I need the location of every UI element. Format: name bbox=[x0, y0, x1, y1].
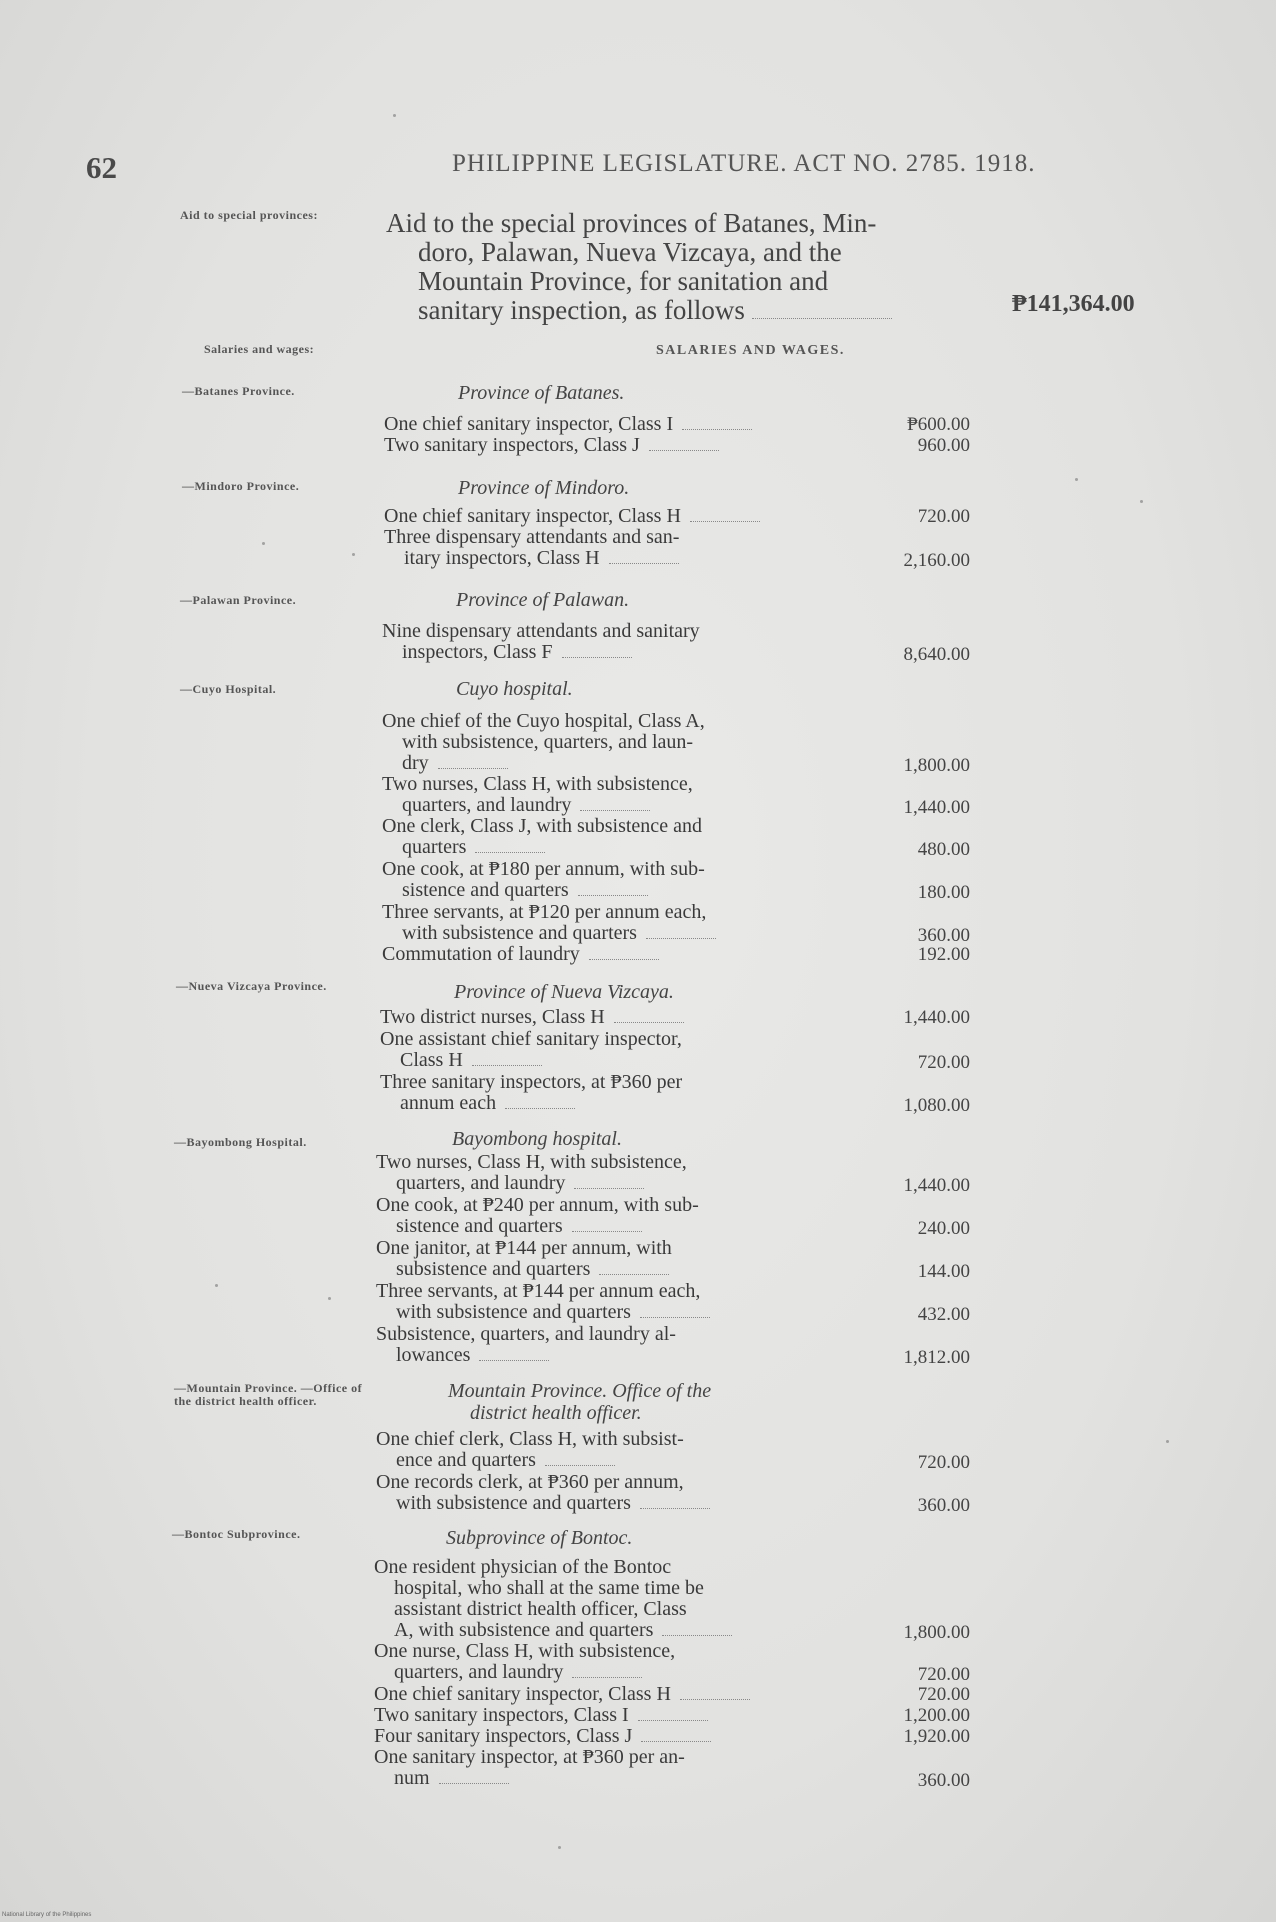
line-item-line: Two sanitary inspectors, Class J bbox=[384, 435, 719, 456]
margin-note-palawan: —Palawan Province. bbox=[180, 593, 297, 607]
line-item-line: One janitor, at ₱144 per annum, with bbox=[376, 1237, 672, 1259]
line-item-amount: 1,440.00 bbox=[903, 1007, 970, 1028]
line-item-text bbox=[382, 902, 716, 944]
line-item-text bbox=[374, 1641, 675, 1683]
line-item-line: One chief sanitary inspector, Class H bbox=[374, 1684, 750, 1705]
line-item-amount: 360.00 bbox=[917, 925, 970, 946]
line-item-line: One chief clerk, Class H, with subsist- bbox=[376, 1428, 684, 1450]
line-item-line: Nine dispensary attendants and sanitary bbox=[382, 620, 700, 642]
line-item-amount: 1,440.00 bbox=[903, 1175, 970, 1196]
line-item-amount: 1,440.00 bbox=[903, 797, 970, 818]
line-item-amount: 180.00 bbox=[917, 882, 970, 903]
line-item-line: sistence and quarters bbox=[376, 1216, 699, 1237]
line-item-text bbox=[376, 1324, 676, 1366]
line-item-amount: ₱600.00 bbox=[907, 414, 970, 435]
line-item-amount: 720.00 bbox=[917, 1052, 970, 1073]
line-item-line: hospital, who shall at the same time be bbox=[394, 1577, 704, 1599]
line-item-line: One sanitary inspector, at ₱360 per an- bbox=[374, 1746, 685, 1768]
line-item-line: One clerk, Class J, with subsistence and bbox=[382, 815, 702, 837]
line-item-amount: 1,800.00 bbox=[903, 1622, 970, 1643]
line-item-line: with subsistence and quarters bbox=[382, 923, 716, 944]
line-item-line: A, with subsistence and quarters bbox=[374, 1620, 732, 1641]
line-item-line: One cook, at ₱240 per annum, with sub- bbox=[376, 1194, 699, 1216]
line-item-text bbox=[376, 1195, 699, 1237]
margin-note-mindoro: —Mindoro Province. bbox=[182, 479, 300, 493]
line-item-line: Three dispensary attendants and san- bbox=[384, 526, 680, 548]
line-item-line: itary inspectors, Class H bbox=[384, 548, 679, 569]
line-item-text bbox=[374, 1684, 750, 1705]
line-item-line: One records clerk, at ₱360 per annum, bbox=[376, 1471, 684, 1493]
line-item-amount: 360.00 bbox=[917, 1770, 970, 1791]
line-item-line: assistant district health officer, Class bbox=[394, 1598, 687, 1620]
line-item-amount: 480.00 bbox=[917, 839, 970, 860]
section-title-palawan: Province of Palawan. bbox=[456, 589, 630, 611]
line-item-line: Four sanitary inspectors, Class J bbox=[374, 1726, 711, 1747]
margin-note-bontoc: —Bontoc Subprovince. bbox=[172, 1527, 301, 1541]
line-item-text bbox=[382, 621, 700, 663]
margin-note-batanes: —Batanes Province. bbox=[182, 384, 295, 398]
intro-line: Aid to the special provinces of Batanes, Min- bbox=[386, 208, 877, 238]
intro-line: doro, Palawan, Nueva Vizcaya, and the bbox=[418, 237, 842, 267]
line-item-line: One assistant chief sanitary inspector, bbox=[380, 1028, 682, 1050]
intro-paragraph bbox=[386, 209, 974, 325]
line-item-amount: 144.00 bbox=[917, 1261, 970, 1282]
line-item-line: Class H bbox=[380, 1050, 682, 1071]
line-item-line: subsistence and quarters bbox=[376, 1259, 672, 1280]
line-item-amount: 720.00 bbox=[917, 1664, 970, 1685]
intro-amount: ₱141,364.00 bbox=[1012, 291, 1135, 317]
line-item-text bbox=[382, 711, 705, 774]
line-item-line: One chief sanitary inspector, Class I bbox=[384, 414, 752, 435]
line-item-line: num bbox=[374, 1768, 685, 1789]
margin-note-mountain: —Mountain Province. —Office of the district health officer. bbox=[174, 1381, 363, 1408]
line-item-line: dry bbox=[382, 753, 705, 774]
line-item-line: One cook, at ₱180 per annum, with sub- bbox=[382, 858, 705, 880]
section-title-bontoc: Subprovince of Bontoc. bbox=[446, 1527, 633, 1549]
page-number: 62 bbox=[86, 150, 117, 185]
margin-note-cuyo: —Cuyo Hospital. bbox=[180, 682, 277, 696]
line-item-line: Three sanitary inspectors, at ₱360 per bbox=[380, 1071, 683, 1093]
margin-note-bayombong: —Bayombong Hospital. bbox=[174, 1135, 307, 1149]
section-title-mountain-2: district health officer. bbox=[470, 1402, 642, 1424]
margin-note-nueva: —Nueva Vizcaya Province. bbox=[176, 979, 327, 993]
line-item-line: lowances bbox=[376, 1345, 676, 1366]
line-item-line: Commutation of laundry bbox=[382, 944, 659, 965]
line-item-amount: 960.00 bbox=[917, 435, 970, 456]
line-item-text bbox=[374, 1726, 711, 1747]
line-item-line: inspectors, Class F bbox=[382, 642, 700, 663]
line-item-line: ence and quarters bbox=[376, 1450, 684, 1471]
line-item-line: quarters, and laundry bbox=[376, 1173, 687, 1194]
line-item-text bbox=[374, 1557, 732, 1641]
line-item-line: Two nurses, Class H, with subsistence, bbox=[376, 1151, 687, 1173]
margin-note-salaries: Salaries and wages: bbox=[204, 342, 315, 356]
section-title-mindoro: Province of Mindoro. bbox=[458, 477, 630, 499]
line-item-line: sistence and quarters bbox=[382, 880, 705, 901]
intro-line: Mountain Province, for sanitation and bbox=[418, 266, 829, 296]
line-item-amount: 432.00 bbox=[917, 1304, 970, 1325]
line-item-text bbox=[376, 1429, 684, 1471]
line-item-text bbox=[382, 859, 705, 901]
line-item-line: quarters, and laundry bbox=[374, 1662, 675, 1683]
line-item-text bbox=[376, 1472, 710, 1514]
line-item-text bbox=[374, 1705, 708, 1726]
line-item-text bbox=[384, 414, 752, 435]
line-item-line: One nurse, Class H, with subsistence, bbox=[374, 1640, 676, 1662]
line-item-text bbox=[384, 527, 679, 569]
line-item-amount: 2,160.00 bbox=[903, 550, 970, 571]
salaries-heading: SALARIES AND WAGES. bbox=[656, 343, 845, 358]
line-item-amount: 192.00 bbox=[917, 944, 970, 965]
line-item-line: with subsistence, quarters, and laun- bbox=[402, 731, 694, 753]
line-item-text bbox=[380, 1007, 684, 1028]
line-item-text bbox=[382, 774, 693, 816]
line-item-text bbox=[380, 1072, 682, 1114]
line-item-line: Two district nurses, Class H bbox=[380, 1007, 684, 1028]
section-title-cuyo: Cuyo hospital. bbox=[456, 678, 573, 700]
line-item-line: quarters bbox=[382, 837, 702, 858]
line-item-text bbox=[376, 1238, 672, 1280]
line-item-line: Subsistence, quarters, and laundry al- bbox=[376, 1323, 676, 1345]
line-item-line: with subsistence and quarters bbox=[376, 1302, 710, 1323]
line-item-amount: 720.00 bbox=[917, 506, 970, 527]
running-head: PHILIPPINE LEGISLATURE. ACT NO. 2785. 1918. bbox=[452, 150, 1036, 177]
footer-stamp: National Library of the Philippines bbox=[2, 1912, 92, 1918]
line-item-text bbox=[384, 435, 719, 456]
intro-line: sanitary inspection, as follows bbox=[418, 295, 745, 325]
margin-note-aid: Aid to special provinces: bbox=[180, 208, 318, 222]
line-item-amount: 240.00 bbox=[917, 1218, 970, 1239]
line-item-amount: 360.00 bbox=[917, 1495, 970, 1516]
line-item-text bbox=[376, 1152, 687, 1194]
line-item-amount: 1,800.00 bbox=[903, 755, 970, 776]
line-item-text bbox=[382, 816, 702, 858]
section-title-batanes: Province of Batanes. bbox=[458, 382, 625, 404]
line-item-line: with subsistence and quarters bbox=[376, 1493, 710, 1514]
line-item-amount: 1,812.00 bbox=[903, 1347, 970, 1368]
line-item-line: annum each bbox=[380, 1093, 682, 1114]
line-item-line: Two nurses, Class H, with subsistence, bbox=[382, 773, 693, 795]
line-item-line: One resident physician of the Bontoc bbox=[374, 1556, 672, 1578]
line-item-line: Three servants, at ₱120 per annum each, bbox=[382, 901, 707, 923]
section-title-nueva: Province of Nueva Vizcaya. bbox=[454, 981, 674, 1003]
line-item-line: Two sanitary inspectors, Class I bbox=[374, 1705, 708, 1726]
line-item-line: Three servants, at ₱144 per annum each, bbox=[376, 1280, 701, 1302]
line-item-line: One chief sanitary inspector, Class H bbox=[384, 506, 760, 527]
line-item-amount: 1,200.00 bbox=[903, 1705, 970, 1726]
line-item-line: One chief of the Cuyo hospital, Class A, bbox=[382, 710, 705, 732]
line-item-amount: 1,920.00 bbox=[903, 1726, 970, 1747]
line-item-text bbox=[374, 1747, 685, 1789]
line-item-text bbox=[376, 1281, 710, 1323]
line-item-amount: 720.00 bbox=[917, 1684, 970, 1705]
line-item-text bbox=[384, 506, 760, 527]
line-item-amount: 1,080.00 bbox=[903, 1095, 970, 1116]
line-item-amount: 8,640.00 bbox=[903, 644, 970, 665]
line-item-text bbox=[380, 1029, 682, 1071]
line-item-amount: 720.00 bbox=[917, 1452, 970, 1473]
line-item-line: quarters, and laundry bbox=[382, 795, 693, 816]
section-title-bayombong: Bayombong hospital. bbox=[452, 1128, 622, 1150]
section-title-mountain: Mountain Province. Office of the bbox=[448, 1380, 712, 1402]
line-item-text bbox=[382, 944, 659, 965]
